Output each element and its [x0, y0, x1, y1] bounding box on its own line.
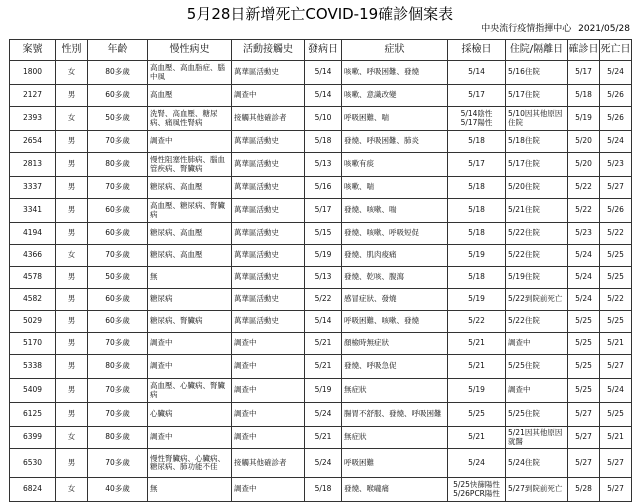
- case-table: [9, 39, 632, 502]
- cell-confirm-date: 5/17: [568, 61, 600, 85]
- cell-symptoms: 無症狀: [342, 427, 448, 449]
- cell-age: 70多歲: [88, 333, 148, 355]
- cell-history: 慢性阻塞性肺病、腦血管疾病、腎臟病: [148, 153, 232, 177]
- cell-confirm-date: 5/20: [568, 131, 600, 153]
- cell-sex: 女: [56, 245, 88, 267]
- cell-sex: 女: [56, 61, 88, 85]
- cell-age: 70多歲: [88, 131, 148, 153]
- cell-symptoms: 無症狀: [342, 379, 448, 403]
- cell-history: 調查中: [148, 131, 232, 153]
- cell-onset: 5/18: [305, 478, 342, 502]
- cell-sex: 男: [56, 177, 88, 199]
- cell-test-date: 5/14: [448, 61, 506, 85]
- cell-admission: 5/22住院: [506, 311, 568, 333]
- cell-admission: 5/22到院前死亡: [506, 289, 568, 311]
- cell-symptoms: 發燒、呼吸困難、肺炎: [342, 131, 448, 153]
- cell-onset: 5/16: [305, 177, 342, 199]
- cell-contact: 萬華區活動史: [232, 199, 305, 223]
- cell-sex: 男: [56, 153, 88, 177]
- cell-death-date: 5/22: [600, 289, 632, 311]
- table-row: [10, 61, 632, 85]
- cell-case-id: 3337: [10, 177, 56, 199]
- cell-admission: 5/21因其他原因就醫: [506, 427, 568, 449]
- cell-admission: 5/17住院: [506, 85, 568, 107]
- cell-contact: 萬華區活動史: [232, 177, 305, 199]
- cell-sex: 男: [56, 355, 88, 379]
- header-confirm-date: 確診日: [568, 40, 600, 61]
- cell-death-date: 5/21: [600, 427, 632, 449]
- cell-case-id: 5338: [10, 355, 56, 379]
- cell-age: 80多歲: [88, 61, 148, 85]
- cell-case-id: 3341: [10, 199, 56, 223]
- cell-sex: 女: [56, 107, 88, 131]
- cell-confirm-date: 5/22: [568, 199, 600, 223]
- cell-history: 高血壓、高血脂症、腦中風: [148, 61, 232, 85]
- cell-age: 80多歲: [88, 153, 148, 177]
- cell-confirm-date: 5/24: [568, 289, 600, 311]
- cell-test-date: 5/18: [448, 131, 506, 153]
- cell-death-date: 5/26: [600, 199, 632, 223]
- cell-symptoms: 咳嗽、意識改變: [342, 85, 448, 107]
- cell-history: 高血壓、心臟病、腎臟病: [148, 379, 232, 403]
- cell-sex: 男: [56, 289, 88, 311]
- table-header-row: [10, 40, 632, 61]
- cell-death-date: 5/27: [600, 177, 632, 199]
- cell-confirm-date: 5/23: [568, 223, 600, 245]
- cell-case-id: 5029: [10, 311, 56, 333]
- cell-age: 80多歲: [88, 427, 148, 449]
- cell-age: 60多歲: [88, 85, 148, 107]
- cell-case-id: 6399: [10, 427, 56, 449]
- cell-history: 高血壓: [148, 85, 232, 107]
- cell-confirm-date: 5/22: [568, 177, 600, 199]
- cell-test-date: 5/21: [448, 427, 506, 449]
- cell-test-date: 5/18: [448, 199, 506, 223]
- cell-onset: 5/21: [305, 355, 342, 379]
- cell-admission: 5/25住院: [506, 403, 568, 427]
- cell-case-id: 4366: [10, 245, 56, 267]
- cell-admission: 5/21住院: [506, 199, 568, 223]
- cell-admission: 5/20住院: [506, 177, 568, 199]
- cell-test-date: 5/25快篩陽性 5/26PCR陽性: [448, 478, 506, 502]
- cell-test-date: 5/25: [448, 403, 506, 427]
- cell-sex: 男: [56, 403, 88, 427]
- cell-test-date: 5/21: [448, 355, 506, 379]
- cell-death-date: 5/23: [600, 153, 632, 177]
- cell-symptoms: 咳嗽有痰: [342, 153, 448, 177]
- cell-case-id: 2393: [10, 107, 56, 131]
- cell-case-id: 6824: [10, 478, 56, 502]
- cell-confirm-date: 5/18: [568, 85, 600, 107]
- table-row: [10, 379, 632, 403]
- header-admission: 住院/隔離日: [506, 40, 568, 61]
- cell-case-id: 4582: [10, 289, 56, 311]
- cell-history: 糖尿病、高血壓: [148, 245, 232, 267]
- cell-onset: 5/14: [305, 85, 342, 107]
- cell-age: 60多歲: [88, 199, 148, 223]
- cell-death-date: 5/26: [600, 107, 632, 131]
- cell-history: 無: [148, 478, 232, 502]
- cell-sex: 男: [56, 199, 88, 223]
- cell-test-date: 5/18: [448, 223, 506, 245]
- cell-death-date: 5/27: [600, 355, 632, 379]
- cell-test-date: 5/18: [448, 177, 506, 199]
- cell-contact: 調查中: [232, 355, 305, 379]
- cell-sex: 男: [56, 267, 88, 289]
- cell-history: 調查中: [148, 427, 232, 449]
- cell-confirm-date: 5/24: [568, 267, 600, 289]
- table-row: [10, 267, 632, 289]
- cell-death-date: 5/24: [600, 131, 632, 153]
- cell-contact: 接觸其他確診者: [232, 449, 305, 478]
- cell-sex: 男: [56, 223, 88, 245]
- table-row: [10, 245, 632, 267]
- cell-age: 60多歲: [88, 223, 148, 245]
- cell-symptoms: 咳嗽、喘: [342, 177, 448, 199]
- cell-symptoms: 發燒、呼吸急促: [342, 355, 448, 379]
- table-row: [10, 427, 632, 449]
- cell-history: 高血壓、糖尿病、腎臟病: [148, 199, 232, 223]
- cell-admission: 5/17住院: [506, 153, 568, 177]
- cell-symptoms: 發燒、乾咳、腹瀉: [342, 267, 448, 289]
- cell-onset: 5/14: [305, 61, 342, 85]
- cell-onset: 5/21: [305, 427, 342, 449]
- table-body: [10, 61, 632, 502]
- header-sex: 性別: [56, 40, 88, 61]
- cell-admission: 5/18住院: [506, 131, 568, 153]
- cell-history: 糖尿病、腎臟病: [148, 311, 232, 333]
- cell-age: 50多歲: [88, 267, 148, 289]
- header-onset: 發病日: [305, 40, 342, 61]
- cell-case-id: 5409: [10, 379, 56, 403]
- cell-history: 調查中: [148, 333, 232, 355]
- cell-test-date: 5/17: [448, 85, 506, 107]
- cell-sex: 男: [56, 85, 88, 107]
- cell-contact: 萬華區活動史: [232, 311, 305, 333]
- table-row: [10, 355, 632, 379]
- header-contact: 活動接觸史: [232, 40, 305, 61]
- table-row: [10, 333, 632, 355]
- cell-age: 60多歲: [88, 311, 148, 333]
- cell-test-date: 5/19: [448, 379, 506, 403]
- cell-admission: 5/10因其他原因住院: [506, 107, 568, 131]
- cell-history: 糖尿病、高血壓: [148, 223, 232, 245]
- cell-death-date: 5/21: [600, 333, 632, 355]
- cell-test-date: 5/14陰性 5/17陽性: [448, 107, 506, 131]
- document-title: 5月28日新增死亡COVID-19確診個案表: [186, 5, 454, 23]
- table-row: [10, 131, 632, 153]
- cell-admission: 調查中: [506, 379, 568, 403]
- cell-case-id: 2813: [10, 153, 56, 177]
- table-row: [10, 85, 632, 107]
- cell-age: 40多歲: [88, 478, 148, 502]
- cell-onset: 5/13: [305, 153, 342, 177]
- cell-death-date: 5/27: [600, 478, 632, 502]
- cell-confirm-date: 5/20: [568, 153, 600, 177]
- cell-symptoms: 呼吸困難、喘: [342, 107, 448, 131]
- cell-onset: 5/10: [305, 107, 342, 131]
- table-row: [10, 449, 632, 478]
- cell-age: 70多歲: [88, 177, 148, 199]
- table-row: [10, 223, 632, 245]
- cell-confirm-date: 5/27: [568, 403, 600, 427]
- cell-confirm-date: 5/19: [568, 107, 600, 131]
- cell-onset: 5/24: [305, 403, 342, 427]
- cell-onset: 5/15: [305, 223, 342, 245]
- cell-confirm-date: 5/27: [568, 427, 600, 449]
- cell-contact: 接觸其他確診者: [232, 107, 305, 131]
- cell-confirm-date: 5/25: [568, 311, 600, 333]
- cell-admission: 調查中: [506, 333, 568, 355]
- cell-case-id: 6125: [10, 403, 56, 427]
- table-row: [10, 107, 632, 131]
- cell-history: 糖尿病: [148, 289, 232, 311]
- cell-test-date: 5/19: [448, 245, 506, 267]
- cell-onset: 5/22: [305, 289, 342, 311]
- cell-confirm-date: 5/25: [568, 355, 600, 379]
- cell-onset: 5/24: [305, 449, 342, 478]
- cell-confirm-date: 5/28: [568, 478, 600, 502]
- cell-history: 糖尿病、高血壓: [148, 177, 232, 199]
- cell-sex: 男: [56, 131, 88, 153]
- cell-age: 70多歲: [88, 245, 148, 267]
- cell-symptoms: 顏檢時無症狀: [342, 333, 448, 355]
- cell-death-date: 5/25: [600, 311, 632, 333]
- cell-case-id: 6530: [10, 449, 56, 478]
- cell-contact: 萬華區活動史: [232, 267, 305, 289]
- cell-sex: 男: [56, 311, 88, 333]
- cell-death-date: 5/24: [600, 379, 632, 403]
- cell-admission: 5/16住院: [506, 61, 568, 85]
- cell-test-date: 5/21: [448, 333, 506, 355]
- table-row: [10, 311, 632, 333]
- cell-death-date: 5/25: [600, 245, 632, 267]
- cell-sex: 女: [56, 478, 88, 502]
- table-row: [10, 177, 632, 199]
- cell-sex: 男: [56, 379, 88, 403]
- cell-sex: 女: [56, 427, 88, 449]
- cell-age: 60多歲: [88, 289, 148, 311]
- cell-contact: 萬華區活動史: [232, 153, 305, 177]
- cell-sex: 男: [56, 449, 88, 478]
- cell-symptoms: 發燒、咳嗽、喘: [342, 199, 448, 223]
- cell-contact: 調查中: [232, 379, 305, 403]
- header-history: 慢性病史: [148, 40, 232, 61]
- cell-case-id: 1800: [10, 61, 56, 85]
- cell-test-date: 5/18: [448, 267, 506, 289]
- report-date: 2021/05/28: [578, 24, 630, 34]
- cell-case-id: 2127: [10, 85, 56, 107]
- cell-symptoms: 發燒、喉嚨痛: [342, 478, 448, 502]
- cell-symptoms: 腸胃不舒服、發燒、呼吸困難: [342, 403, 448, 427]
- cell-symptoms: 呼吸困難: [342, 449, 448, 478]
- cell-onset: 5/19: [305, 245, 342, 267]
- cell-age: 70多歲: [88, 379, 148, 403]
- cell-death-date: 5/25: [600, 403, 632, 427]
- cell-admission: 5/25住院: [506, 355, 568, 379]
- cell-contact: 調查中: [232, 403, 305, 427]
- cell-contact: 萬華區活動史: [232, 131, 305, 153]
- cell-confirm-date: 5/25: [568, 379, 600, 403]
- cell-contact: 萬華區活動史: [232, 223, 305, 245]
- cell-case-id: 2654: [10, 131, 56, 153]
- cell-age: 50多歲: [88, 107, 148, 131]
- table-row: [10, 478, 632, 502]
- cell-contact: 萬華區活動史: [232, 61, 305, 85]
- cell-onset: 5/13: [305, 267, 342, 289]
- cell-contact: 調查中: [232, 85, 305, 107]
- cell-contact: 調查中: [232, 478, 305, 502]
- cell-admission: 5/27到院前死亡: [506, 478, 568, 502]
- cell-confirm-date: 5/25: [568, 333, 600, 355]
- cell-death-date: 5/27: [600, 449, 632, 478]
- cell-symptoms: 咳嗽、呼吸困難、發燒: [342, 61, 448, 85]
- cell-death-date: 5/22: [600, 223, 632, 245]
- cell-symptoms: 感冒症狀、發燒: [342, 289, 448, 311]
- cell-admission: 5/19住院: [506, 267, 568, 289]
- cell-test-date: 5/17: [448, 153, 506, 177]
- table-row: [10, 403, 632, 427]
- cell-contact: 萬華區活動史: [232, 245, 305, 267]
- cell-test-date: 5/22: [448, 311, 506, 333]
- cell-admission: 5/24住院: [506, 449, 568, 478]
- agency-name: 中央流行疫情指揮中心: [481, 24, 572, 34]
- cell-history: 洗腎、高血壓、糖尿病、痛風性腎病: [148, 107, 232, 131]
- cell-contact: 調查中: [232, 333, 305, 355]
- cell-age: 80多歲: [88, 355, 148, 379]
- header-case-id: 案號: [10, 40, 56, 61]
- header-symptoms: 症狀: [342, 40, 448, 61]
- cell-contact: 調查中: [232, 427, 305, 449]
- cell-age: 70多歲: [88, 449, 148, 478]
- cell-confirm-date: 5/27: [568, 449, 600, 478]
- cell-contact: 萬華區活動史: [232, 289, 305, 311]
- cell-age: 70多歲: [88, 403, 148, 427]
- header-death-date: 死亡日: [600, 40, 632, 61]
- cell-death-date: 5/26: [600, 85, 632, 107]
- cell-history: 無: [148, 267, 232, 289]
- cell-onset: 5/19: [305, 379, 342, 403]
- cell-admission: 5/22住院: [506, 245, 568, 267]
- cell-sex: 男: [56, 333, 88, 355]
- cell-test-date: 5/24: [448, 449, 506, 478]
- cell-onset: 5/17: [305, 199, 342, 223]
- table-row: [10, 199, 632, 223]
- document-subtitle: [481, 23, 630, 35]
- cell-onset: 5/21: [305, 333, 342, 355]
- cell-history: 心臟病: [148, 403, 232, 427]
- cell-confirm-date: 5/24: [568, 245, 600, 267]
- header-age: 年齡: [88, 40, 148, 61]
- cell-death-date: 5/24: [600, 61, 632, 85]
- cell-case-id: 5170: [10, 333, 56, 355]
- cell-history: 慢性腎臟病、心臟病、糖尿病、肺功能不佳: [148, 449, 232, 478]
- cell-history: 調查中: [148, 355, 232, 379]
- cell-symptoms: 發燒、咳嗽、呼吸短促: [342, 223, 448, 245]
- cell-onset: 5/14: [305, 311, 342, 333]
- cell-case-id: 4578: [10, 267, 56, 289]
- cell-symptoms: 發燒、肌肉痠痛: [342, 245, 448, 267]
- cell-admission: 5/22住院: [506, 223, 568, 245]
- table-row: [10, 153, 632, 177]
- cell-death-date: 5/25: [600, 267, 632, 289]
- cell-symptoms: 呼吸困難、咳嗽、發燒: [342, 311, 448, 333]
- cell-onset: 5/18: [305, 131, 342, 153]
- table-row: [10, 289, 632, 311]
- cell-case-id: 4194: [10, 223, 56, 245]
- header-test-date: 採檢日: [448, 40, 506, 61]
- cell-test-date: 5/19: [448, 289, 506, 311]
